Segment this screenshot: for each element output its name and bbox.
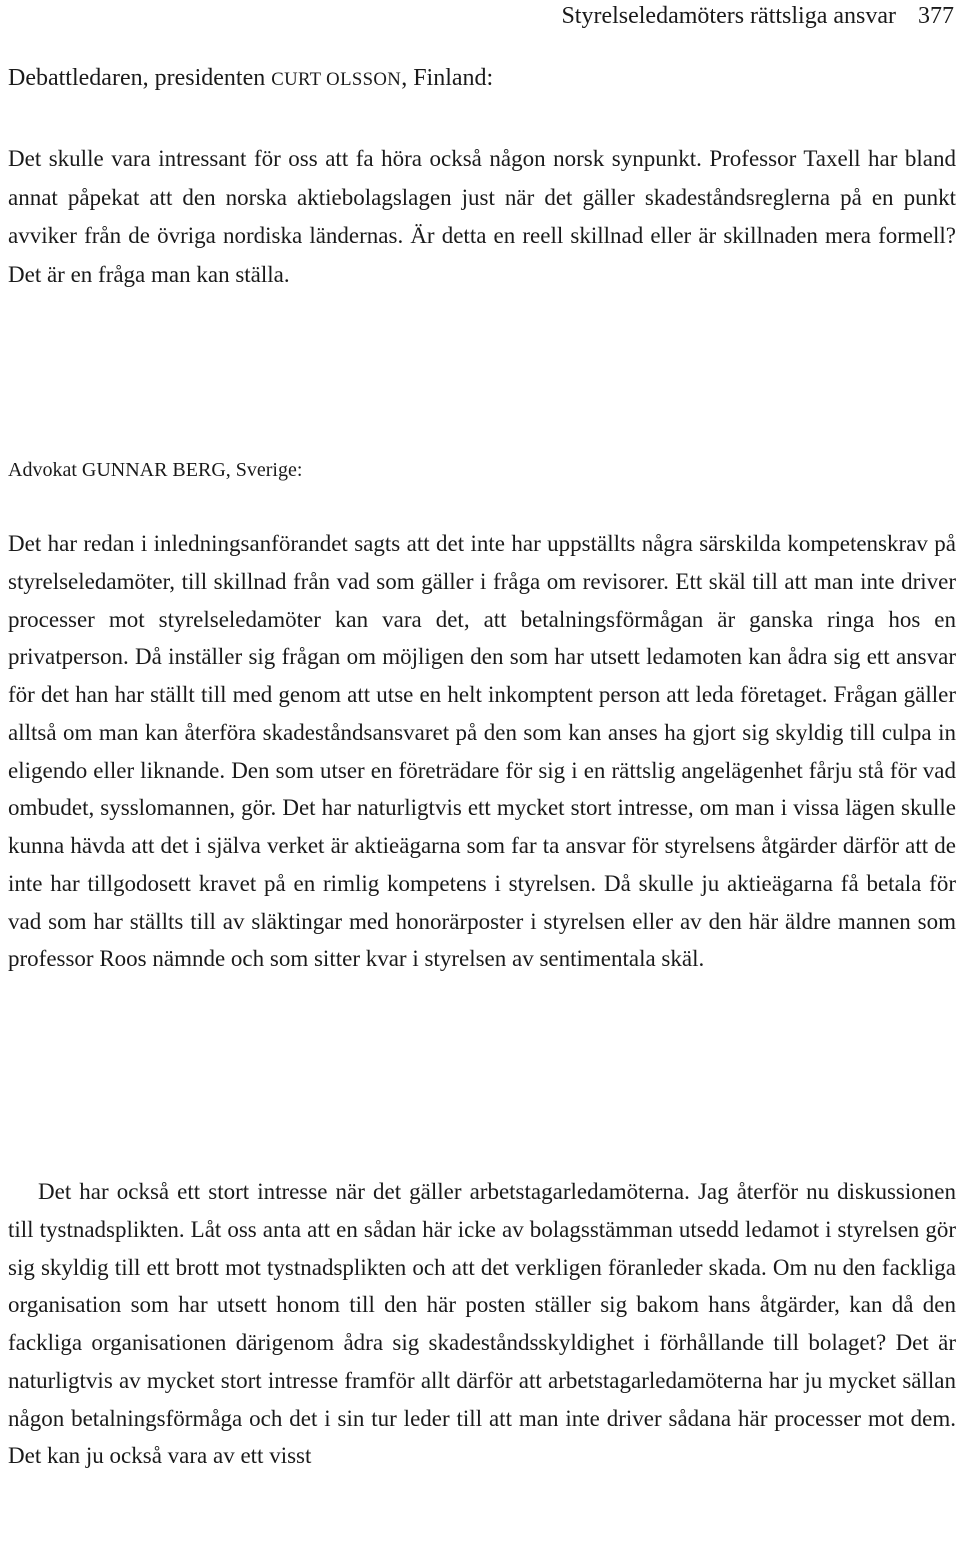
speaker-suffix: , Finland:	[401, 65, 494, 91]
running-header	[561, 0, 954, 32]
paragraph-moderator: Det skulle vara intressant för oss att fa höra också någon norsk synpunkt. Professor Taxell har bland annat påpekat att den norska aktiebolagslagen just när det gäller skadeståndsreglerna på en punkt avviker från de övriga nordiska ländernas. Är detta en reell skillnad eller är skillnaden mera formell? Det är en fråga man kan ställa.	[8, 146, 956, 287]
speaker-name: CURT OLSSON	[271, 69, 402, 90]
running-title: Styrelseledamöters rättsliga ansvar	[561, 3, 896, 29]
page-number: 377	[918, 3, 954, 29]
speaker-heading-moderator	[8, 62, 493, 96]
paragraph-berg-2: Det har också ett stort intresse när det gäller arbetstagarledamöterna. Jag återför nu diskussionen till tystnadsplikten. Låt oss anta att en sådan här icke av bolagsstämman utsedd ledamot i styrelsen gör sig skyldig till ett brott mot tystnadsplikten och att det verkligen föranleder skada. Om nu den fackliga organisation som har utsett honom till den här posten ställer sig bakom hans åtgärder, kan då den fackliga organisationen därigenom ådra sig skadeståndsskyldighet i förhållande till bolaget? Det är naturligtvis av mycket stort intresse framför allt därför att arbetstagarledamöterna har ju mycket sällan någon betalningsförmåga och det i sin tur leder till att man inte driver sådana här processer mot dem. Det kan ju också vara av ett visst	[8, 1179, 956, 1469]
speaker-prefix: Debattledaren, presidenten	[8, 65, 272, 91]
paragraph-berg-1: Det har redan i inledningsanförandet sagts att det inte har uppställts några särskilda kompetenskrav på styrelseledamöter, till skillnad från vad som gäller i fråga om revisorer. Ett skäl till att man inte driver processer mot styrelseledamöter kan vara det, att betalningsförmågan är ganska ringa hos en privatperson. Då inställer sig frågan om möjligen den som har utsett ledamoten kan ådra sig ett ansvar för det han har ställt till med genom att utse en helt inkomptent person att leda företaget. Frågan gäller alltså om man kan återföra skadeståndsansvaret på den som kan anses ha gjort sig skyldig till culpa in eligendo eller liknande. Den som utser en företrädare för sig i en rättslig angelägenhet fårju stå för vad ombudet, sysslomannen, gör. Det har naturligtvis ett mycket stort intresse, om man i vissa lägen skulle kunna hävda att det i själva verket är aktieägarna som far ta ansvar för styrelsens åtgärder därför att de inte har tillgodosett kravet på en rimlig kompetens i styrelsen. Då skulle ju aktieägarna få betala för vad som har ställts till av släktingar med honorärposter i styrelsen eller av den här äldre mannen som professor Roos nämnde och som sitter kvar i styrelsen av sentimentala skäl.	[8, 531, 956, 972]
speaker-heading-berg: Advokat GUNNAR BERG, Sverige:	[8, 459, 303, 481]
